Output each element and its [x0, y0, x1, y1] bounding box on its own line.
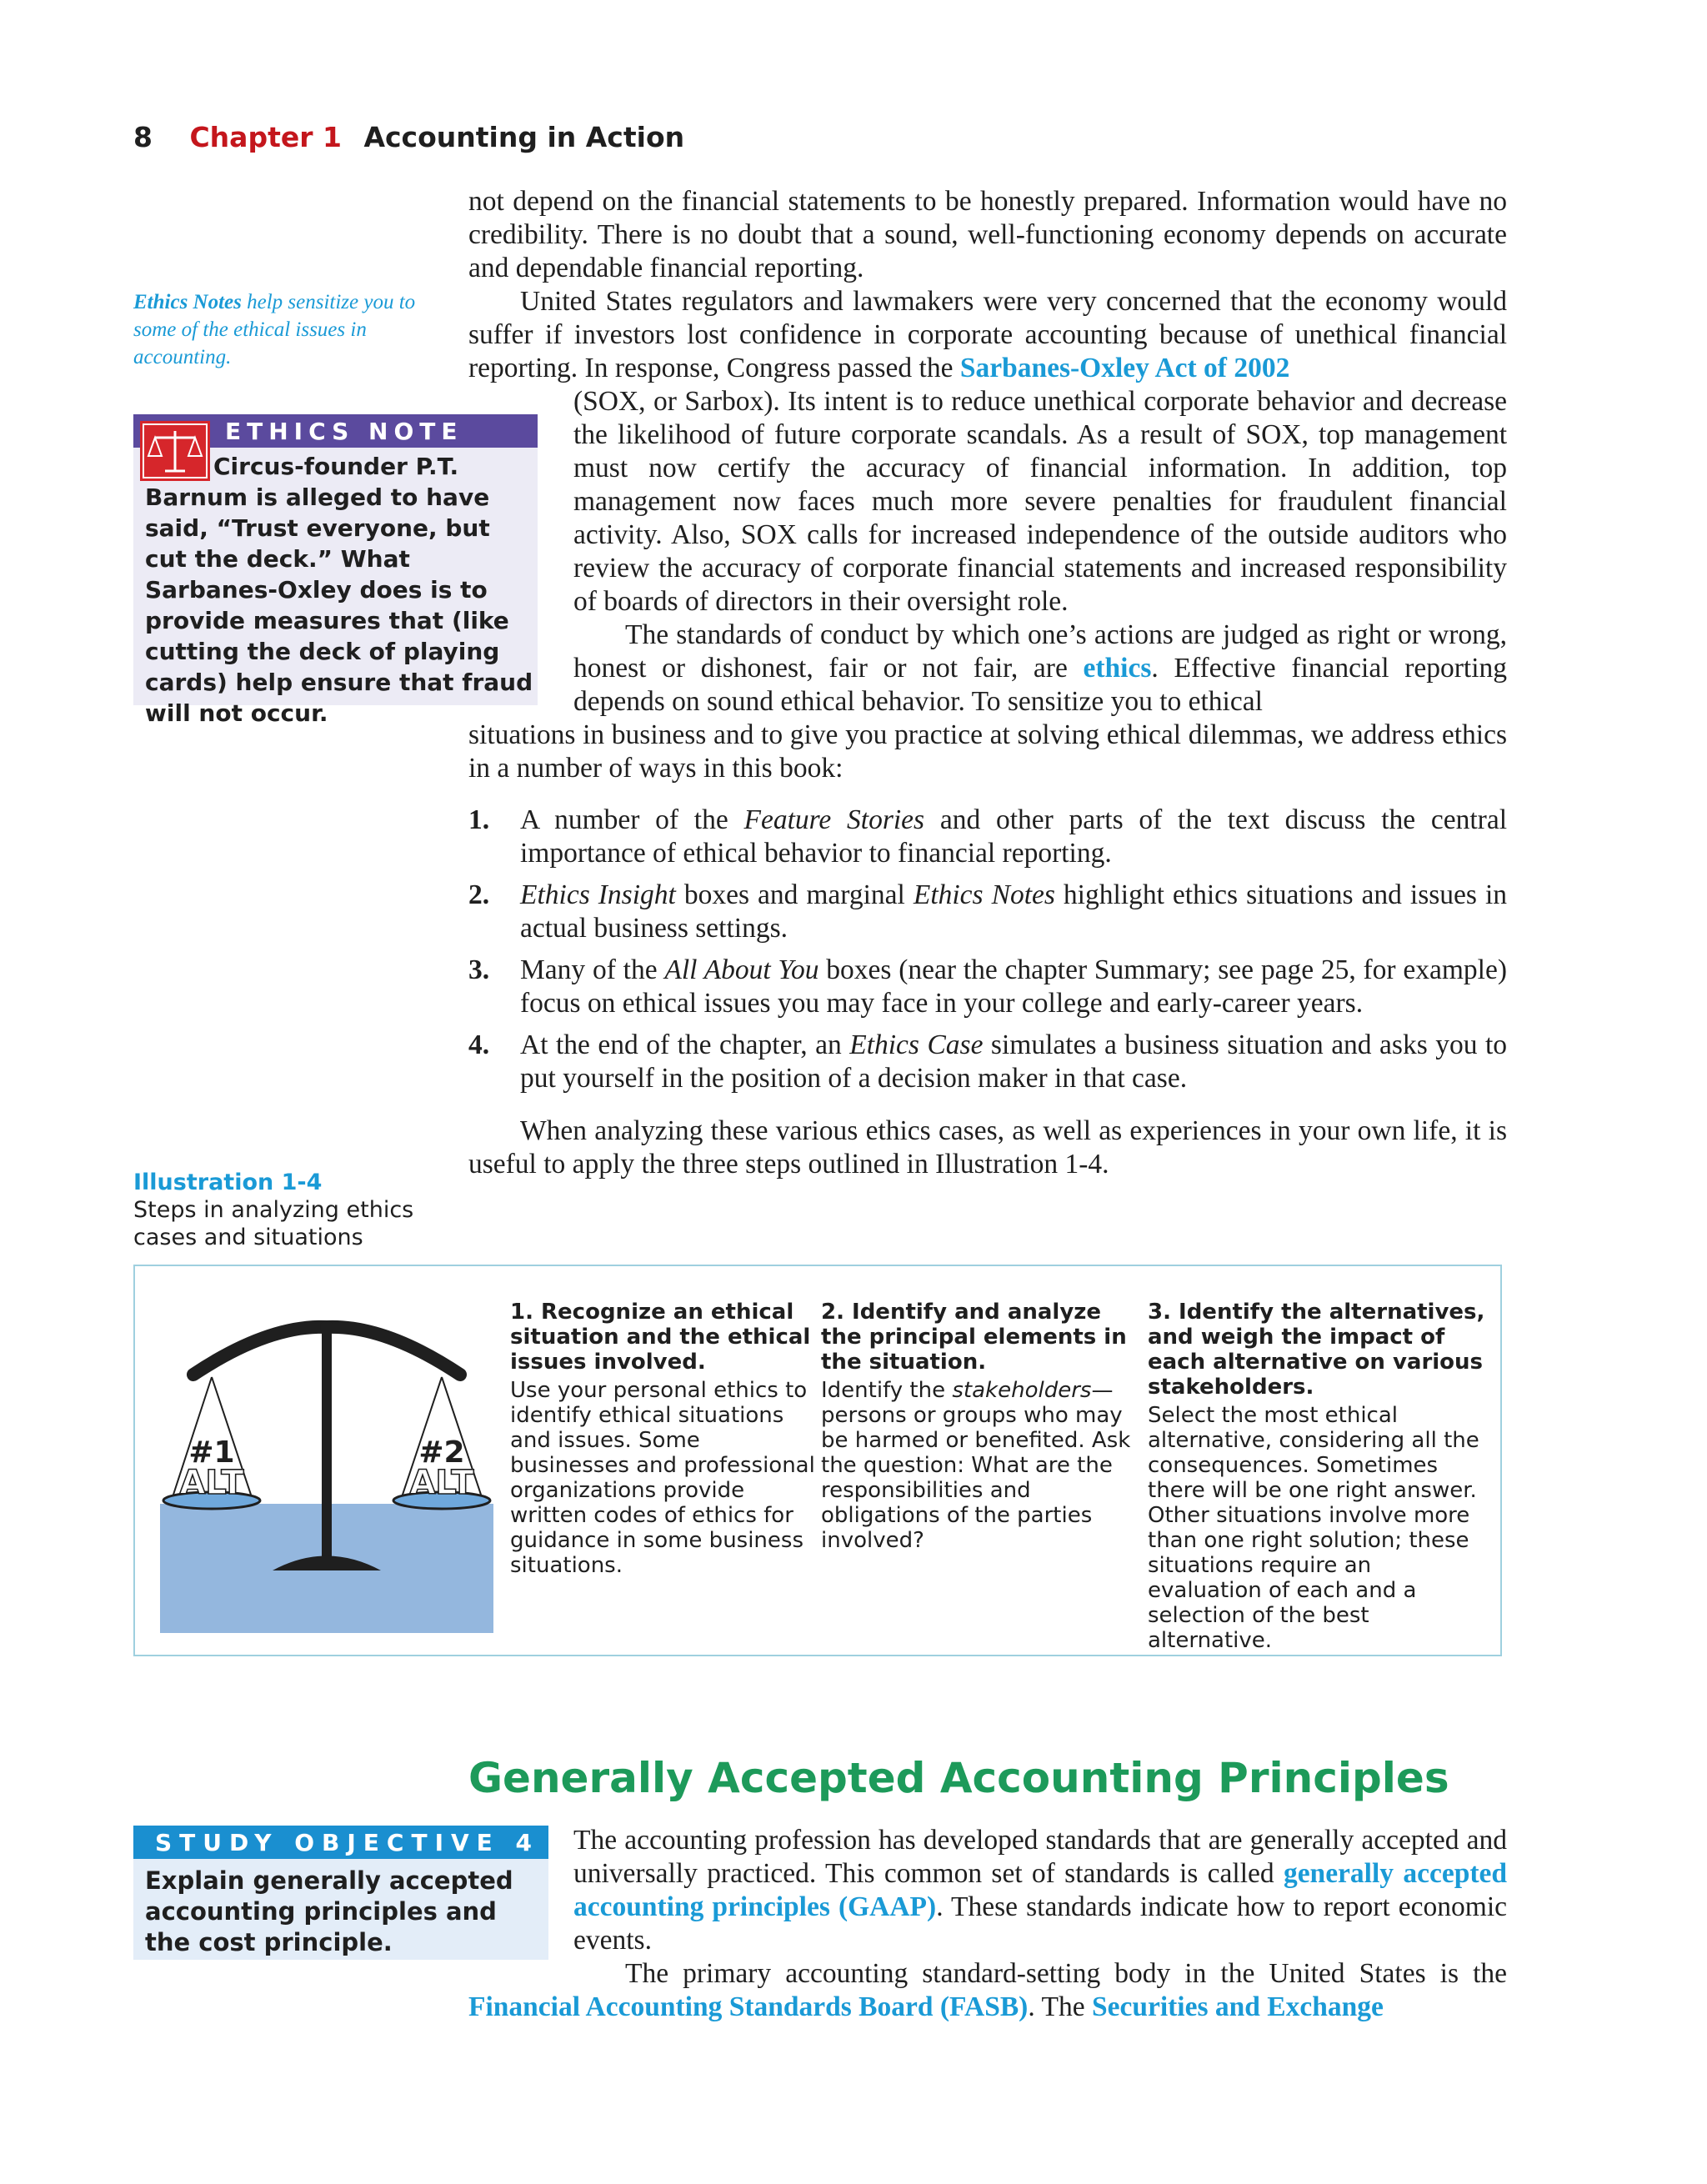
margin-note-bold: Ethics Notes: [133, 291, 242, 313]
body-text-full-width: [468, 719, 1507, 785]
study-objective-box: [133, 1826, 548, 1960]
list-text: boxes and marginal: [675, 879, 914, 910]
step-3: [1148, 1300, 1489, 1653]
body-text-after-list: [468, 1115, 1507, 1181]
body-text-right-of-ethics-note: [573, 385, 1507, 719]
list-emphasis: Ethics Insight: [520, 879, 676, 910]
list-item: [468, 1029, 1507, 1095]
step-2-heading: 2. Identify and analyze the principal elements in the situation.: [821, 1300, 1127, 1375]
pan-right-number: #2: [418, 1435, 465, 1470]
paragraph-2-continued: (SOX, or Sarbox). Its intent is to reduce unethical corporate behavior and decrease the likelihood of future corporate scandals. As a result of SOX, top management must now certify the accuracy of financial information. In addition, top management now faces much more severe penalties for fraudulent financial activity. Also, SOX calls for increased independence of the outside auditors who review the accuracy of corporate financial statements and increased responsibility of boards of directors in their oversight role.: [573, 386, 1507, 617]
chapter-title: Accounting in Action: [363, 121, 685, 153]
list-text: simulates a business situation and asks you to put yourself in the position of a decision maker in that case.: [520, 1029, 1508, 1094]
list-text: Many of the: [520, 954, 665, 985]
list-number: 4.: [468, 1029, 490, 1060]
paragraph-4: When analyzing these various ethics cases, as well as experiences in your own life, it is useful to apply the three steps outlined in Illustration 1-4.: [468, 1115, 1507, 1180]
paragraph-2: [468, 285, 1507, 385]
list-number: 1.: [468, 804, 490, 835]
pan-right-word: ALT: [409, 1464, 474, 1502]
list-text: highlight ethics situations and issues in actual business settings.: [520, 879, 1507, 944]
step-2-body-emphasis: stakeholders: [952, 1378, 1092, 1403]
sarbanes-oxley-term: Sarbanes-Oxley Act of 2002: [959, 353, 1290, 383]
list-emphasis: Ethics Case: [849, 1029, 984, 1060]
pan-left-number: #1: [188, 1435, 235, 1470]
list-text: and other parts of the text discuss the central importance of ethical behavior to financial reporting.: [520, 804, 1507, 869]
page-number: 8: [133, 121, 153, 153]
illustration-caption-text: Steps in analyzing ethics cases and situations: [133, 1197, 414, 1250]
study-objective-body: Explain generally accepted accounting principles and the cost principle.: [145, 1866, 513, 1956]
list-emphasis: All About You: [664, 954, 819, 985]
page-header: [133, 121, 684, 153]
step-2: [821, 1300, 1138, 1553]
margin-note: [133, 288, 446, 371]
step-1: [510, 1300, 818, 1578]
paragraph-3-continued: situations in business and to give you practice at solving ethical dilemmas, we address ethics in a number of ways in this book:: [468, 719, 1507, 784]
step-1-body: Use your personal ethics to identify ethical situations and issues. Some businesses and professional organizations provide written codes of ethics for guidance in some business situations.: [510, 1378, 815, 1578]
list-emphasis: Feature Stories: [743, 804, 925, 835]
body-text-top: [468, 185, 1507, 385]
list-number: 2.: [468, 879, 490, 910]
ethics-note-body: Circus-founder P.T. Barnum is alleged to have said, “Trust everyone, but cut the deck.” What Sarbanes-Oxley does is to provide measures that (like cutting the deck of playing cards) help ensure that fraud will not occur.: [145, 453, 533, 727]
paragraph-3: [573, 619, 1507, 719]
ethics-note-title: ETHICS NOTE: [225, 418, 463, 445]
list-text: boxes (near the chapter Summary; see page 25, for example) focus on ethical issues you may face in your college and early-career years.: [520, 954, 1507, 1019]
gaap-text-1: The accounting profession has developed standards that are generally accepted and universally practiced. This common set of standards is called: [573, 1825, 1507, 1889]
gaap-paragraph-2: [468, 1957, 1507, 2024]
list-emphasis: Ethics Notes: [913, 879, 1055, 910]
gaap-text-2: . These standards indicate how to report economic events.: [573, 1891, 1507, 1956]
list-item: [468, 879, 1507, 945]
gaap-term: generally accepted accounting principles (GAAP): [573, 1858, 1507, 1922]
list-text: At the end of the chapter, an: [520, 1029, 850, 1060]
gaap-text-4: . The: [1028, 1991, 1092, 2022]
ethics-term: ethics: [1083, 653, 1152, 684]
step-3-heading: 3. Identify the alternatives, and weigh the impact of each alternative on various stakeholders.: [1148, 1300, 1485, 1400]
paragraph-3-text: The standards of conduct by which one’s actions are judged as right or wrong, honest or dishonest, fair or not fair, are: [573, 619, 1507, 684]
paragraph-1: not depend on the financial statements to be honestly prepared. Information would have no credibility. There is no doubt that a sound, well-functioning economy depends on accurate and dependable financial reporting.: [468, 186, 1507, 283]
list-item: [468, 954, 1507, 1020]
illustration-caption: [133, 1169, 433, 1251]
step-3-body: Select the most ethical alternative, considering all the consequences. Sometimes there will be one right answer. Other situations involve more than one right solution; these situations require an evaluation of each and a selection of the best alternative.: [1148, 1403, 1479, 1653]
section-heading: Generally Accepted Accounting Principles: [468, 1754, 1449, 1802]
ethics-note-box: [133, 414, 538, 727]
margin-note-text: help sensitize you to some of the ethical issues in accounting.: [133, 291, 416, 368]
study-objective-title: STUDY OBJECTIVE 4: [155, 1829, 540, 1856]
gaap-text-full-width: [468, 1957, 1507, 2024]
list-item: [468, 804, 1507, 870]
chapter-label: Chapter 1: [189, 121, 342, 153]
illustration-label: Illustration 1-4: [133, 1170, 323, 1195]
ethics-list: [468, 804, 1507, 1104]
step-1-heading: 1. Recognize an ethical situation and the ethical issues involved.: [510, 1300, 811, 1375]
paragraph-3-text-2: . Effective financial reporting depends on sound ethical behavior. To sensitize you to ethical: [573, 653, 1508, 717]
pan-left-word: ALT: [179, 1464, 244, 1502]
fasb-term: Financial Accounting Standards Board (FASB): [468, 1991, 1029, 2022]
list-text: A number of the: [520, 804, 744, 835]
sec-term: Securities and Exchange: [1091, 1991, 1384, 2022]
paragraph-2-text: United States regulators and lawmakers were very concerned that the economy would suffer if investors lost confidence in corporate accounting because of unethical financial reporting. In response, Congress passed the: [468, 286, 1507, 383]
list-number: 3.: [468, 954, 490, 985]
balance-scale-icon: [160, 1304, 493, 1633]
gaap-text: [573, 1824, 1507, 1957]
step-2-body-rest: —persons or groups who may be harmed or benefited. Ask the question: What are the responsibilities and obligations of the parties involved?: [821, 1378, 1131, 1553]
illustration-box: [133, 1265, 1502, 1656]
step-2-body: Identify the: [821, 1378, 953, 1403]
gaap-paragraph-1: [573, 1824, 1507, 1957]
gaap-text-3: The primary accounting standard-setting body in the United States is the: [625, 1958, 1507, 1989]
